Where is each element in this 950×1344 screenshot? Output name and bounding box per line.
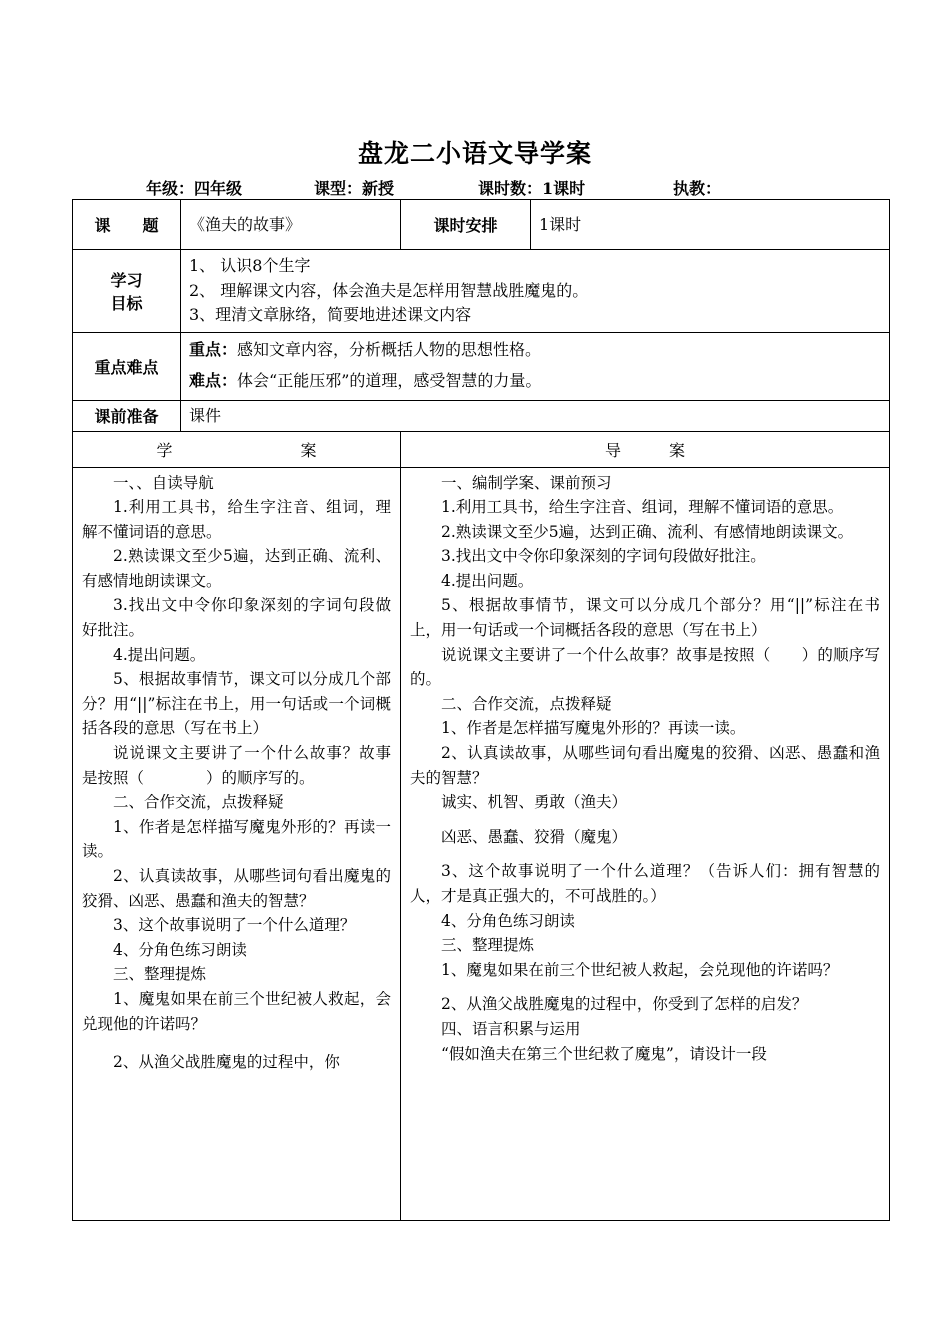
schedule-label: 课时安排 <box>401 200 531 250</box>
left-paragraph: 1、魔鬼如果在前三个世纪被人救起，会兑现他的许诺吗？ <box>82 989 391 1033</box>
guide-plan-column <box>401 467 890 1220</box>
right-paragraph: 4、分角色练习朗读 <box>441 911 575 930</box>
right-paragraph: 诚实、机智、勇敢（渔夫） <box>441 793 628 812</box>
topic-value: 《渔夫的故事》 <box>181 200 401 250</box>
right-paragraph: 1.利用工具书，给生字注音、组词，理解不懂词语的意思。 <box>441 498 844 517</box>
left-paragraph: 4、分角色练习朗读 <box>113 940 247 959</box>
key-point-label: 重点： <box>189 339 238 359</box>
student-plan-column <box>73 467 401 1220</box>
schedule-value: 1课时 <box>531 200 890 250</box>
right-paragraph: 一、编制学案、课前预习 <box>441 473 612 492</box>
left-paragraph: 1、作者是怎样描写魔鬼外形的？再读一读。 <box>82 817 391 861</box>
right-paragraph: 2、从渔父战胜魔鬼的过程中，你受到了怎样的启发？ <box>441 995 808 1014</box>
goals-label <box>73 250 181 333</box>
right-paragraph: 2.熟读课文至少5遍，达到正确、流利、有感情地朗读课文。 <box>441 522 854 541</box>
right-paragraph: “假如渔夫在第三个世纪救了魔鬼”，请设计一段 <box>441 1044 767 1063</box>
goals-label-line: 学习 <box>110 270 143 290</box>
guide-plan-header: 导 案 <box>401 431 890 467</box>
goal-item: 1、 认识8个生字 <box>189 256 311 275</box>
lesson-plan-table <box>72 199 890 1221</box>
topic-label: 课 题 <box>73 200 181 250</box>
student-plan-header: 学 案 <box>73 431 401 467</box>
right-paragraph: 5、根据故事情节，课文可以分成几个部分？用“||”标注在书上，用一句话或一个词概括各段的意思（写在书上） <box>410 596 880 640</box>
right-paragraph: 3.找出文中令你印象深刻的字词句段做好批注。 <box>441 547 766 566</box>
right-paragraph: 凶恶、愚蠢、狡猾（魔鬼） <box>441 827 628 846</box>
left-paragraph: 说说课文主要讲了一个什么故事？故事是按照（ ）的顺序写的。 <box>82 744 391 787</box>
focus-content <box>181 332 890 400</box>
right-paragraph: 3、这个故事说明了一个什么道理？（告诉人们：拥有智慧的人，才是真正强大的，不可战胜的。） <box>410 862 880 905</box>
right-paragraph: 4.提出问题。 <box>441 571 534 590</box>
goals-list <box>181 250 890 333</box>
prep-value: 课件 <box>181 400 890 431</box>
left-paragraph: 二、合作交流，点拨释疑 <box>113 793 284 812</box>
key-point-text: 感知文章内容，分析概括人物的思想性格。 <box>237 339 542 359</box>
difficult-point-text: 体会“正能压邪”的道理，感受智慧的力量。 <box>237 370 542 390</box>
page-title: 盘龙二小语文导学案 <box>357 139 592 168</box>
left-paragraph: 一、、自读导航 <box>113 473 214 492</box>
goal-item: 3、理清文章脉络，简要地进述课文内容 <box>189 305 472 324</box>
lesson-type-text: 课型：新授 <box>314 179 395 198</box>
key-point <box>189 334 881 365</box>
right-paragraph: 1、作者是怎样描写魔鬼外形的？再读一读。 <box>441 719 746 738</box>
goal-item: 2、 理解课文内容，体会渔夫是怎样用智慧战胜魔鬼的。 <box>189 280 589 300</box>
left-paragraph: 2、从渔父战胜魔鬼的过程中，你 <box>113 1053 340 1072</box>
difficult-point <box>189 365 881 396</box>
left-paragraph: 1.利用工具书，给生字注音、组词，理解不懂词语的意思。 <box>82 498 391 541</box>
right-paragraph: 2、认真读故事，从哪些词句看出魔鬼的狡猾、凶恶、愚蠢和渔夫的智慧？ <box>410 744 880 787</box>
right-paragraph: 三、整理提炼 <box>441 936 535 955</box>
left-paragraph: 三、整理提炼 <box>113 965 207 984</box>
lesson-hours-text: 课时数：1课时 <box>478 179 586 198</box>
right-paragraph: 二、合作交流，点拨释疑 <box>441 694 612 713</box>
left-paragraph: 2.熟读课文至少5遍，达到正确、流利、有感情地朗读课文。 <box>82 547 391 590</box>
left-paragraph: 5、根据故事情节，课文可以分成几个部分？用“||”标注在书上，用一句话或一个词概括各段的意思（写在书上） <box>82 670 391 738</box>
grade-text: 年级：四年级 <box>146 179 243 198</box>
focus-label: 重点难点 <box>73 332 181 400</box>
difficult-point-label: 难点： <box>189 370 238 390</box>
prep-label: 课前准备 <box>73 400 181 431</box>
goals-label-line: 目标 <box>110 293 143 313</box>
left-paragraph: 4.提出问题。 <box>113 645 206 664</box>
right-paragraph: 1、魔鬼如果在前三个世纪被人救起，会兑现他的许诺吗？ <box>441 960 839 979</box>
left-paragraph: 3.找出文中令你印象深刻的字词句段做好批注。 <box>82 596 391 640</box>
left-paragraph: 3、这个故事说明了一个什么道理？ <box>113 916 356 935</box>
right-paragraph: 四、语言积累与运用 <box>441 1019 581 1038</box>
teacher-text: 执教： <box>673 179 722 198</box>
left-paragraph: 2、认真读故事，从哪些词句看出魔鬼的狡猾、凶恶、愚蠢和渔夫的智慧？ <box>82 867 391 910</box>
right-paragraph: 说说课文主要讲了一个什么故事？故事是按照（ ）的顺序写的。 <box>410 645 880 689</box>
